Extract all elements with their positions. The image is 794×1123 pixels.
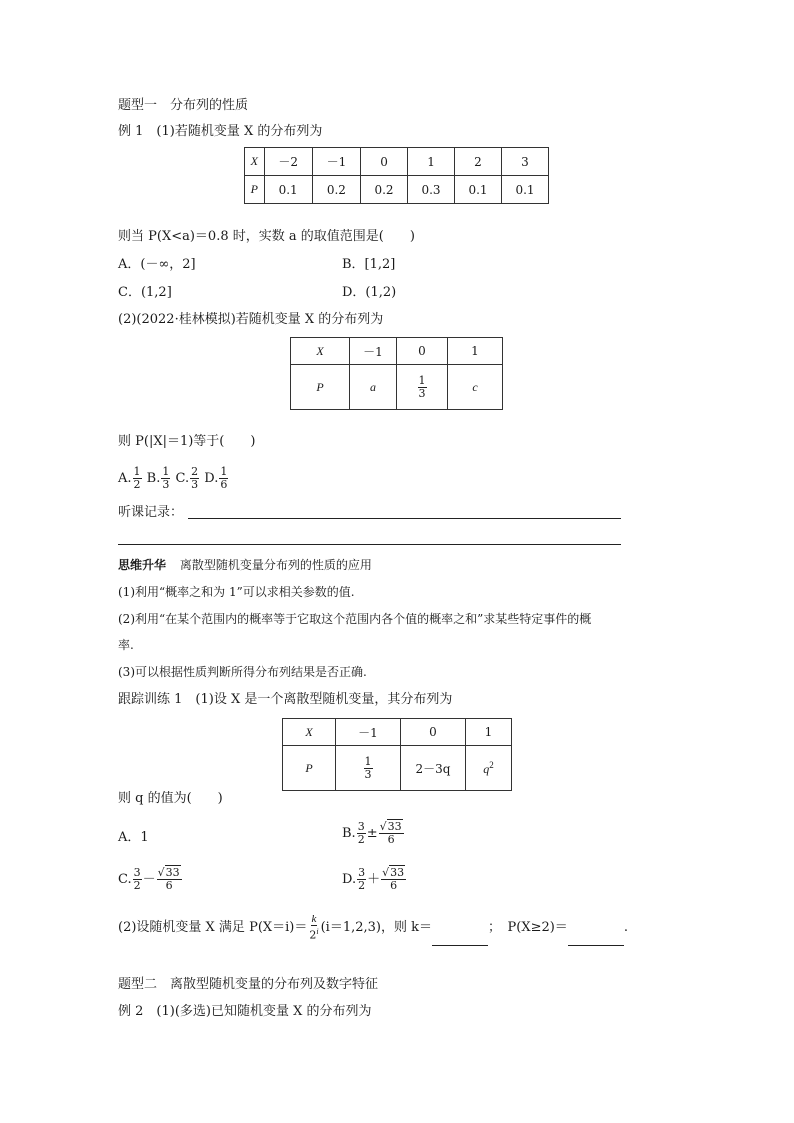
q2-prefix: (2)设随机变量 X 满足 P(X＝i)＝: [118, 920, 308, 935]
thinking-point-2: (2)利用“在某个范围内的概率等于它取这个范围内各个值的概率之和”求某些特定事件的概: [118, 612, 592, 626]
thinking-point-1: (1)利用“概率之和为 1”可以求相关参数的值.: [118, 585, 355, 599]
table1-p-cell: 0.3: [408, 176, 455, 204]
operator: ±: [366, 826, 378, 841]
option-d-fraction: [219, 466, 228, 491]
table3-header-x: X: [283, 719, 336, 746]
answer-blank-probability[interactable]: [568, 931, 624, 946]
fraction-numerator: k: [311, 913, 317, 926]
sqrt-fraction: [379, 821, 404, 846]
thinking-heading: [118, 556, 372, 574]
notes-label: 听课记录：: [118, 505, 184, 520]
denominator-exponent: i: [316, 927, 319, 937]
table1-p-cell: 0.1: [455, 176, 502, 204]
option-d: [342, 862, 407, 898]
table3-x-cell: 1: [466, 719, 512, 746]
example-1b-intro: (2)(2022·桂林模拟)若随机变量 X 的分布列为: [118, 312, 384, 327]
table2-p-cell: c: [448, 365, 503, 410]
fraction-denominator: 2: [358, 879, 366, 892]
fraction-denominator: 6: [220, 478, 228, 491]
table1-x-cell: －2: [264, 148, 312, 176]
example-1-intro: 例 1 (1)若随机变量 X 的分布列为: [118, 124, 323, 139]
option-c: C．(1,2]: [118, 285, 172, 300]
option-d: D．(1,2): [342, 285, 397, 300]
example-1-question: 则当 P(X<a)＝0.8 时，实数 a 的取值范围是( ): [118, 229, 415, 244]
example-1b-options: [118, 462, 229, 496]
fraction-denominator: 2: [133, 879, 141, 892]
radicand: 33: [390, 866, 405, 879]
fraction-numerator: 1: [162, 465, 170, 478]
fraction-denominator: [308, 926, 319, 942]
table2-header-x: X: [291, 338, 350, 365]
fraction-denominator: 6: [387, 833, 395, 846]
thinking-point-2-cont: 率.: [118, 638, 134, 652]
notes-line: [188, 518, 621, 519]
track-1-question: 则 q 的值为( ): [118, 791, 223, 806]
track-1-question-2: [118, 910, 628, 946]
operator: －: [142, 872, 156, 887]
example-2-intro: 例 2 (1)(多选)已知随机变量 X 的分布列为: [118, 1004, 372, 1019]
fraction-denominator: 3: [162, 478, 170, 491]
option-b-label: B.: [342, 826, 356, 841]
fraction-numerator: √33: [382, 866, 405, 879]
fraction-numerator: √33: [157, 866, 180, 879]
q-base: q: [483, 761, 490, 776]
table1-x-cell: －1: [312, 148, 360, 176]
option-c-fraction: [190, 466, 199, 491]
q2-separator: ； P(X≥2)＝: [488, 920, 568, 935]
fraction-numerator: 3: [133, 866, 141, 879]
fraction-denominator: 3: [191, 478, 199, 491]
fraction-numerator: 1: [133, 465, 141, 478]
table2-x-cell: 1: [448, 338, 503, 365]
fraction: [357, 821, 366, 846]
table2-p-cell: [397, 365, 448, 410]
table1-x-cell: 0: [361, 148, 408, 176]
option-d-label: D.: [342, 872, 357, 887]
answer-blank-k[interactable]: [432, 931, 488, 946]
option-a: A．(－∞，2]: [118, 257, 196, 272]
table3-x-cell: －1: [336, 719, 401, 746]
option-c: [118, 862, 183, 898]
fraction-denominator: 6: [165, 879, 173, 892]
fraction-denominator: 3: [418, 386, 426, 400]
option-a-fraction: [133, 466, 142, 491]
table2-p-cell: a: [350, 365, 397, 410]
table1-x-cell: 1: [408, 148, 455, 176]
distribution-table-1: [244, 147, 549, 204]
fraction-numerator: 2: [191, 465, 199, 478]
fraction: [308, 913, 319, 942]
table2-x-cell: 0: [397, 338, 448, 365]
notes-line: [118, 544, 621, 545]
sqrt-fraction: [381, 867, 406, 892]
thinking-point-3: (3)可以根据性质判断所得分布列结果是否正确.: [118, 665, 367, 679]
table1-p-cell: 0.1: [501, 176, 548, 204]
table2-header-p: P: [291, 365, 350, 410]
table1-x-cell: 3: [501, 148, 548, 176]
fraction-denominator: 2: [357, 833, 365, 846]
option-d-label: D.: [204, 471, 219, 486]
option-b-fraction: [161, 466, 170, 491]
fraction-numerator: 1: [364, 754, 372, 768]
table2-x-cell: －1: [350, 338, 397, 365]
example-1b-question: 则 P(|X|＝1)等于( ): [118, 434, 256, 449]
table3-p-cell: 2－3q: [401, 746, 466, 791]
distribution-table-3: [282, 718, 512, 791]
fraction-denominator: 6: [390, 879, 398, 892]
sqrt-fraction: [157, 867, 182, 892]
operator: ＋: [367, 872, 381, 887]
fraction-denominator: 3: [364, 767, 372, 781]
table3-p-cell: [336, 746, 401, 791]
fraction: [364, 756, 373, 781]
section-heading-2: 题型二 离散型随机变量的分布列及数字特征: [118, 977, 379, 992]
option-b-label: B.: [146, 471, 161, 486]
section-heading-1: 题型一 分布列的性质: [118, 98, 249, 113]
option-c-label: C.: [118, 872, 132, 887]
fraction: [133, 867, 142, 892]
option-c-label: C.: [175, 471, 190, 486]
table1-header-p: P: [245, 176, 265, 204]
thinking-title: 思维升华: [118, 558, 167, 572]
q2-middle: (i＝1,2,3)，则 k＝: [320, 920, 432, 935]
table1-header-x: X: [245, 148, 265, 176]
q-exponent: 2: [489, 759, 494, 770]
fraction-numerator: 3: [357, 820, 365, 833]
fraction-numerator: 3: [358, 866, 366, 879]
distribution-table-2: [290, 337, 503, 410]
table1-x-cell: 2: [455, 148, 502, 176]
fraction: [357, 867, 366, 892]
option-a-label: A.: [118, 471, 132, 486]
radicand: 33: [387, 820, 402, 833]
table3-header-p: P: [283, 746, 336, 791]
radicand: 33: [165, 866, 180, 879]
fraction-denominator: 2: [133, 478, 141, 491]
denominator-base: 2: [309, 928, 317, 942]
track-1-intro: 跟踪训练 1 (1)设 X 是一个离散型随机变量，其分布列为: [118, 692, 453, 707]
fraction-numerator: 1: [220, 465, 228, 478]
table1-p-cell: 0.2: [361, 176, 408, 204]
option-b: B．[1,2]: [342, 257, 396, 272]
fraction-numerator: √33: [379, 820, 402, 833]
fraction-numerator: 1: [418, 373, 426, 387]
table1-p-cell: 0.1: [264, 176, 312, 204]
q2-end: .: [623, 920, 628, 935]
fraction: [418, 375, 427, 400]
table3-p-cell: [466, 746, 512, 791]
table3-x-cell: 0: [401, 719, 466, 746]
thinking-subtitle: 离散型随机变量分布列的性质的应用: [179, 558, 372, 572]
option-a: A．1: [118, 830, 149, 845]
table1-p-cell: 0.2: [312, 176, 360, 204]
option-b: [342, 816, 405, 852]
